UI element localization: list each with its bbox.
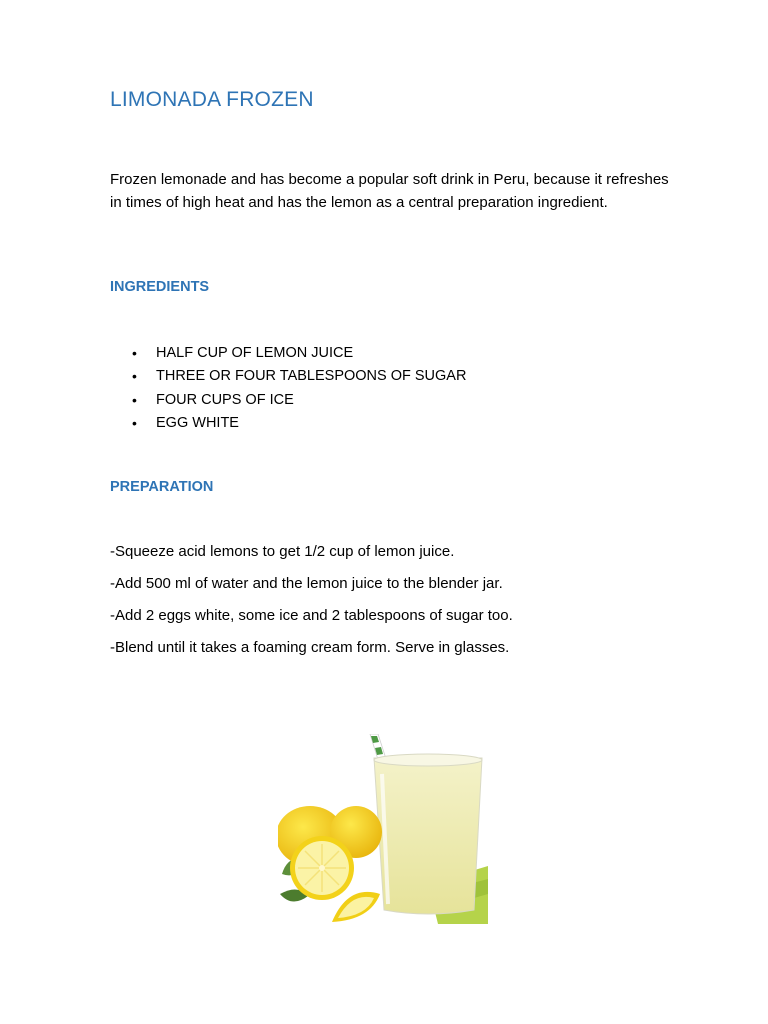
- step-text: -Blend until it takes a foaming cream form. Serve in glasses.: [110, 639, 510, 656]
- page-title: LIMONADA FROZEN: [110, 88, 314, 111]
- bullet-icon: •: [132, 368, 137, 385]
- preparation-steps: [110, 542, 513, 670]
- step-text: -Add 2 eggs white, some ice and 2 tablespoons of sugar too.: [110, 607, 513, 624]
- step-text: -Squeeze acid lemons to get 1/2 cup of lemon juice.: [110, 543, 455, 560]
- list-item: [110, 342, 466, 365]
- intro-paragraph: Frozen lemonade and has become a popular soft drink in Peru, because it refreshes in times of high heat and has the lemon as a central preparation ingredient.: [110, 171, 669, 211]
- bullet-icon: •: [132, 414, 137, 431]
- step-text: -Add 500 ml of water and the lemon juice to the blender jar.: [110, 575, 503, 592]
- bullet-icon: •: [132, 391, 137, 408]
- ingredient-text: EGG WHITE: [156, 414, 239, 431]
- ingredient-text: FOUR CUPS OF ICE: [156, 391, 294, 408]
- list-item: [110, 365, 466, 388]
- ingredients-heading: INGREDIENTS: [110, 279, 210, 295]
- preparation-heading: PREPARATION: [110, 479, 214, 495]
- lemonade-photo: [278, 734, 488, 924]
- list-item: [110, 389, 466, 412]
- list-item: [110, 412, 466, 435]
- ingredient-text: THREE OR FOUR TABLESPOONS OF SUGAR: [156, 368, 467, 385]
- ingredient-text: HALF CUP OF LEMON JUICE: [156, 345, 354, 361]
- bullet-icon: •: [132, 345, 137, 361]
- ingredients-list: [110, 342, 466, 435]
